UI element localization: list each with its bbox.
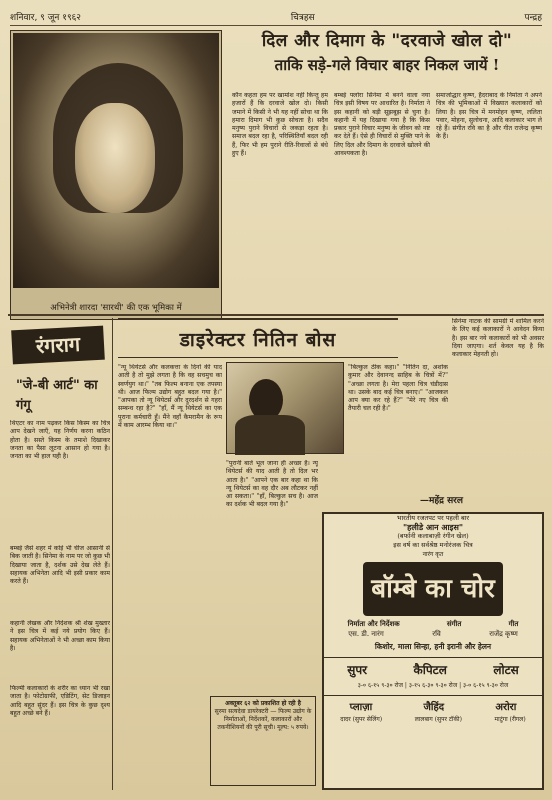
- infobox-title: अक्तूबर ६२ को प्रकाशित हो रही है: [225, 700, 301, 707]
- sub-theatre-name: अरोरा: [495, 702, 517, 713]
- headline-line-2: ताकि सड़े-गले विचार बाहर निकल जायें !: [274, 56, 500, 74]
- sub-theatre-location: दादर (सुपर सेलिंग): [340, 716, 383, 723]
- rangraag-text-4: फिल्मी कलाकारों के शरीर का ध्यान भी रखा जाता है। फोटोग्राफी, एडिटिंग, सेट डिजाइन आदि बहुत सुंदर हैं। इस चित्र के कुछ दृश्य बहुत अच्छे बने हैं।: [10, 685, 110, 717]
- rangraag-text-3: कहानी लेखक और निर्देशक श्री शेख मुख्तार ने इस चित्र में कई नये प्रयोग किए हैं। सहायक अभिनेताओं ने भी अच्छा काम किया है।: [10, 620, 110, 652]
- ad-line-1: भारतीय रजतपट पर पहली बार: [396, 514, 470, 522]
- ad-theatres: [324, 657, 542, 678]
- sub-theatre-location: लालबाग (सुपर टॉकी): [414, 716, 462, 723]
- article-column-1: कौन कहता हम पर खामोश नहीं किन्तु हम हजारों हैं कि दरवाजे खोल दो। किसी जमाने में किसी ने भी यह नहीं सोचा था कि हमारा दिमाग भी कुछ सोचता है। सदैव मनुष्य पुराने विचारों से जकड़ा रहता है। समाज बदल रहा है, परिस्थितियाँ बदल रही हैं, फिर भी हम पुराने रीति-रिवाजों से बंधे हुए हैं।: [232, 92, 328, 158]
- ad-sub-theatre-locations: [324, 716, 542, 724]
- main-headline: [232, 28, 542, 88]
- directory-infobox: [210, 696, 316, 786]
- interview-column-1: "न्यू थियेटर्स और कलकत्ता के दिनों की याद आती है तो मुझे लगता है कि वह सचमुच का स्वर्णयुग था।" "तब फिल्म बनाना एक तपस्या थी। आज फिल्म उद्योग बहुत बदल गया है।" "आपका तो न्यू थियेटर्स और दुरदर्शन से गहरा सम्बन्ध रहा है?" "हाँ, मैं न्यू थियेटर्स का एक पुराना कर्मचारी हूँ। मैंने वहाँ कैमरामैन के रूप में काम आरम्भ किया था।": [118, 364, 222, 430]
- article-column-2: बम्बई फ्लोरा सिनेमा में बनने वाला नया चित्र इसी विषय पर आधारित है। निर्माता ने इस कहानी को बड़ी सूझबूझ से चुना है। कहानी में यह दिखाया गया है कि किस प्रकार पुराने विचार मनुष्य के जीवन को नष्ट कर देते हैं। ऐसे ही विचारों से मुक्ति पाने के लिए दिल और दिमाग के दरवाजे खोलने की आवश्यकता है।: [334, 92, 430, 158]
- column-rule: [112, 318, 113, 790]
- sub-theatre-name: जैहिंद: [423, 702, 445, 713]
- headline-line-1: दिल और दिमाग के "दरवाजे खोल दो": [261, 31, 513, 51]
- nitin-bose-title: डाइरेक्टर नितिन बोस: [118, 318, 398, 358]
- portrait-body: [235, 415, 305, 455]
- page-header: [10, 8, 542, 26]
- face-shape: [75, 103, 155, 213]
- ad-line-3: (बर्फानी कलाबाज़ी रंगीन खेल): [397, 532, 469, 540]
- ad-name: रवि: [432, 630, 441, 638]
- ad-brand: नारंग कृत: [422, 551, 444, 558]
- interview-column-3: "पुरानी बातें भूल जाना ही अच्छा है। न्यू थियेटर्स की याद आती है तो दिल भर आता है।" "आपने एक बार कहा था कि न्यू थियेटर्स का वह दौर अब लौटकर नहीं आ सकता।" "हाँ, बिल्कुल सच है। आज का दर्शक भी बदल गया है।": [226, 460, 318, 509]
- ad-name: एस. डी. नारंग: [348, 630, 384, 638]
- ad-cast: किशोर, माला सिन्हा, हनी इरानी और हेलन: [374, 642, 492, 651]
- ad-showtimes: ३-० ६-१५ ९-३० रोज | ३-१५ ६-३० ९-३० रोज | ३-० ६-१५ ९-३० रोज: [357, 682, 509, 689]
- actress-photo: [10, 30, 222, 320]
- theatre-name: लोटस: [493, 663, 519, 677]
- section-divider: [8, 314, 544, 316]
- ad-line-2: "हलीडे आन आइस": [402, 522, 464, 532]
- author-signature: —महेंद्र सरल: [420, 496, 463, 506]
- interview-column-2: "बिल्कुल ठीक कहा।" "नितिन दा, अशोक कुमार और देवानन्द साहिब के चित्रों में?" "अच्छा लगता है। मेरा पहला चित्र चंडीदास था। उसके बाद कई चित्र बनाए।" "आजकल आप क्या कर रहे हैं?" "मेरे नए चित्र की तैयारी चल रही है।": [348, 364, 448, 413]
- theatre-name: सुपर: [347, 663, 368, 677]
- actress-photo-caption: अभिनेत्री शारदा 'सारथी' की एक भूमिका में: [50, 303, 182, 313]
- ad-names-row: [324, 630, 542, 639]
- rangraag-logo: रंगराग: [11, 326, 105, 365]
- header-page-number: पन्द्रह: [524, 13, 542, 23]
- ad-name: राजेंद्र कृष्ण: [489, 630, 518, 638]
- right-column-text: सिनेमा नाटक की सामग्री में शामिल करने के लिए कई कलाकारों ने आवेदन किया है। इस बार नये कलाकारों को भी अवसर दिया जाएगा। शर्त केवल यह है कि कलाकार मेहनती हो।: [452, 318, 544, 359]
- actress-photo-image: [13, 33, 219, 288]
- ad-role: निर्माता और निर्देशक: [347, 619, 400, 628]
- ad-roles-row: [324, 619, 542, 629]
- rangraag-text-2: बम्बई जैसे शहर में कोई भी चीज आसानी से बिक जाती है। सिनेमा के नाम पर जो कुछ भी दिखाया जाता है, दर्शक उसे देख लेते हैं। सहायक अभिनेता आदि भी इसी प्रकार काम करते हैं।: [10, 545, 110, 586]
- header-date: शनिवार, ९ जून १९६२: [10, 13, 81, 23]
- ad-role: गीत: [508, 619, 519, 628]
- ad-line-4: इस वर्ष का सर्वश्रेष्ठ मनोरंजक चित्र: [393, 541, 473, 549]
- ad-role: संगीत: [446, 619, 462, 628]
- film-advertisement: [322, 512, 544, 790]
- sub-theatre-name: प्लाज़ा: [349, 702, 373, 713]
- sub-theatre-location: माटुंगा (रीगल): [494, 716, 526, 723]
- nitin-bose-photo: [226, 362, 344, 454]
- article-column-3: समाजोद्धार कृष्ण, हैदराबाद के निर्माता ने अपने चित्र की भूमिकाओं में विख्यात कलाकारों को लिया है। इस चित्र में मनमोहन कृष्ण, ललिता पवार, मोहना, सुलोचना, आदि कलाकार भाग ले रहे हैं। संगीत रवि का है और गीत राजेन्द्र कृष्ण के हैं।: [436, 92, 542, 141]
- ad-sub-theatres: [324, 695, 542, 713]
- rangraag-text-1: थिएटर का नाम पढ़कर किस किस्म का चित्र आप देखने जाएँ, यह निर्णय करना कठिन होता है। सस्ते किस्म के तमाशे दिखाकर जनता का पैसा लूटना आसान हो गया है। जनता का भी हाल यही है।: [10, 420, 110, 461]
- header-publication: चित्रहस: [290, 13, 315, 23]
- film-logo: बॉम्बे का चोर: [363, 562, 503, 616]
- theatre-name: कैपिटल: [413, 663, 447, 677]
- infobox-body: सुरमा सत्यदेवा डायरेक्टरी — फिल्म उद्योग के निर्माताओं, निर्देशकों, कलाकारों और तकनीशियनों की पूरी सूची। मूल्य: ५ रुपये।: [214, 708, 312, 731]
- rangraag-subtitle: "जे-बी आर्ट" का गंगू: [16, 378, 98, 413]
